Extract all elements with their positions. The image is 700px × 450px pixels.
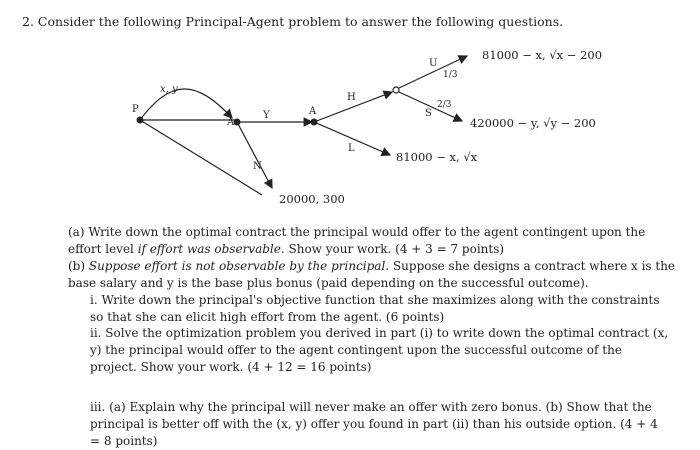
- label-a1: A: [227, 117, 235, 128]
- label-prob-u: 1/3: [443, 70, 458, 80]
- part-b: (b) Suppose effort is not observable by the principal. Suppose she designs a contract where x is the base salary and y is the base plus bonus (paid depending on the successful outcome).: [68, 259, 676, 290]
- offer-arc: [140, 89, 232, 120]
- node-a2: [311, 119, 318, 126]
- label-l: L: [348, 143, 355, 154]
- label-a2: A: [309, 106, 317, 117]
- label-h: H: [347, 92, 356, 103]
- part-b-iii: iii. (a) Explain why the principal will never make an offer with zero bonus. (b) Show that the principal is better off with the (x, y) offer you found in part (ii) than his outside option. (4 + 4 = 8 points): [90, 400, 658, 448]
- label-prob-s: 2/3: [437, 100, 452, 110]
- question-title: 2. Consider the following Principal-Agent problem to answer the following questions.: [22, 14, 564, 29]
- payoff-u: 81000 − x, √x − 200: [482, 48, 603, 62]
- part-b-ii: ii. Solve the optimization problem you derived in part (i) to write down the optimal contract (x, y) the principal would offer to the agent contingent upon the successful outcome of the project. Show your work. (4 + 12 = 16 points): [90, 326, 669, 374]
- payoff-n: 20000, 300: [279, 192, 345, 206]
- game-tree-diagram: [0, 0, 700, 220]
- node-a1: [234, 119, 241, 126]
- edge-p-a: [140, 120, 262, 195]
- label-p: P: [132, 104, 139, 115]
- label-y: Y: [263, 110, 270, 121]
- label-xy: x, y: [160, 84, 178, 95]
- node-p: [137, 117, 144, 124]
- payoff-l: 81000 − x, √x: [396, 150, 478, 164]
- label-s: S: [425, 108, 432, 119]
- chance-node: [393, 87, 399, 93]
- label-u: U: [429, 58, 438, 69]
- part-a: (a) Write down the optimal contract the principal would offer to the agent contingent upon the effort level if effort was observable. Show your work. (4 + 3 = 7 points): [68, 225, 646, 256]
- payoff-s: 420000 − y, √y − 200: [470, 116, 596, 130]
- label-n: N: [253, 161, 262, 172]
- part-b-i: i. Write down the principal's objective function that she maximizes along with the constraints so that she can elicit high effort from the agent. (6 points): [90, 293, 660, 324]
- edge-n: [237, 122, 272, 188]
